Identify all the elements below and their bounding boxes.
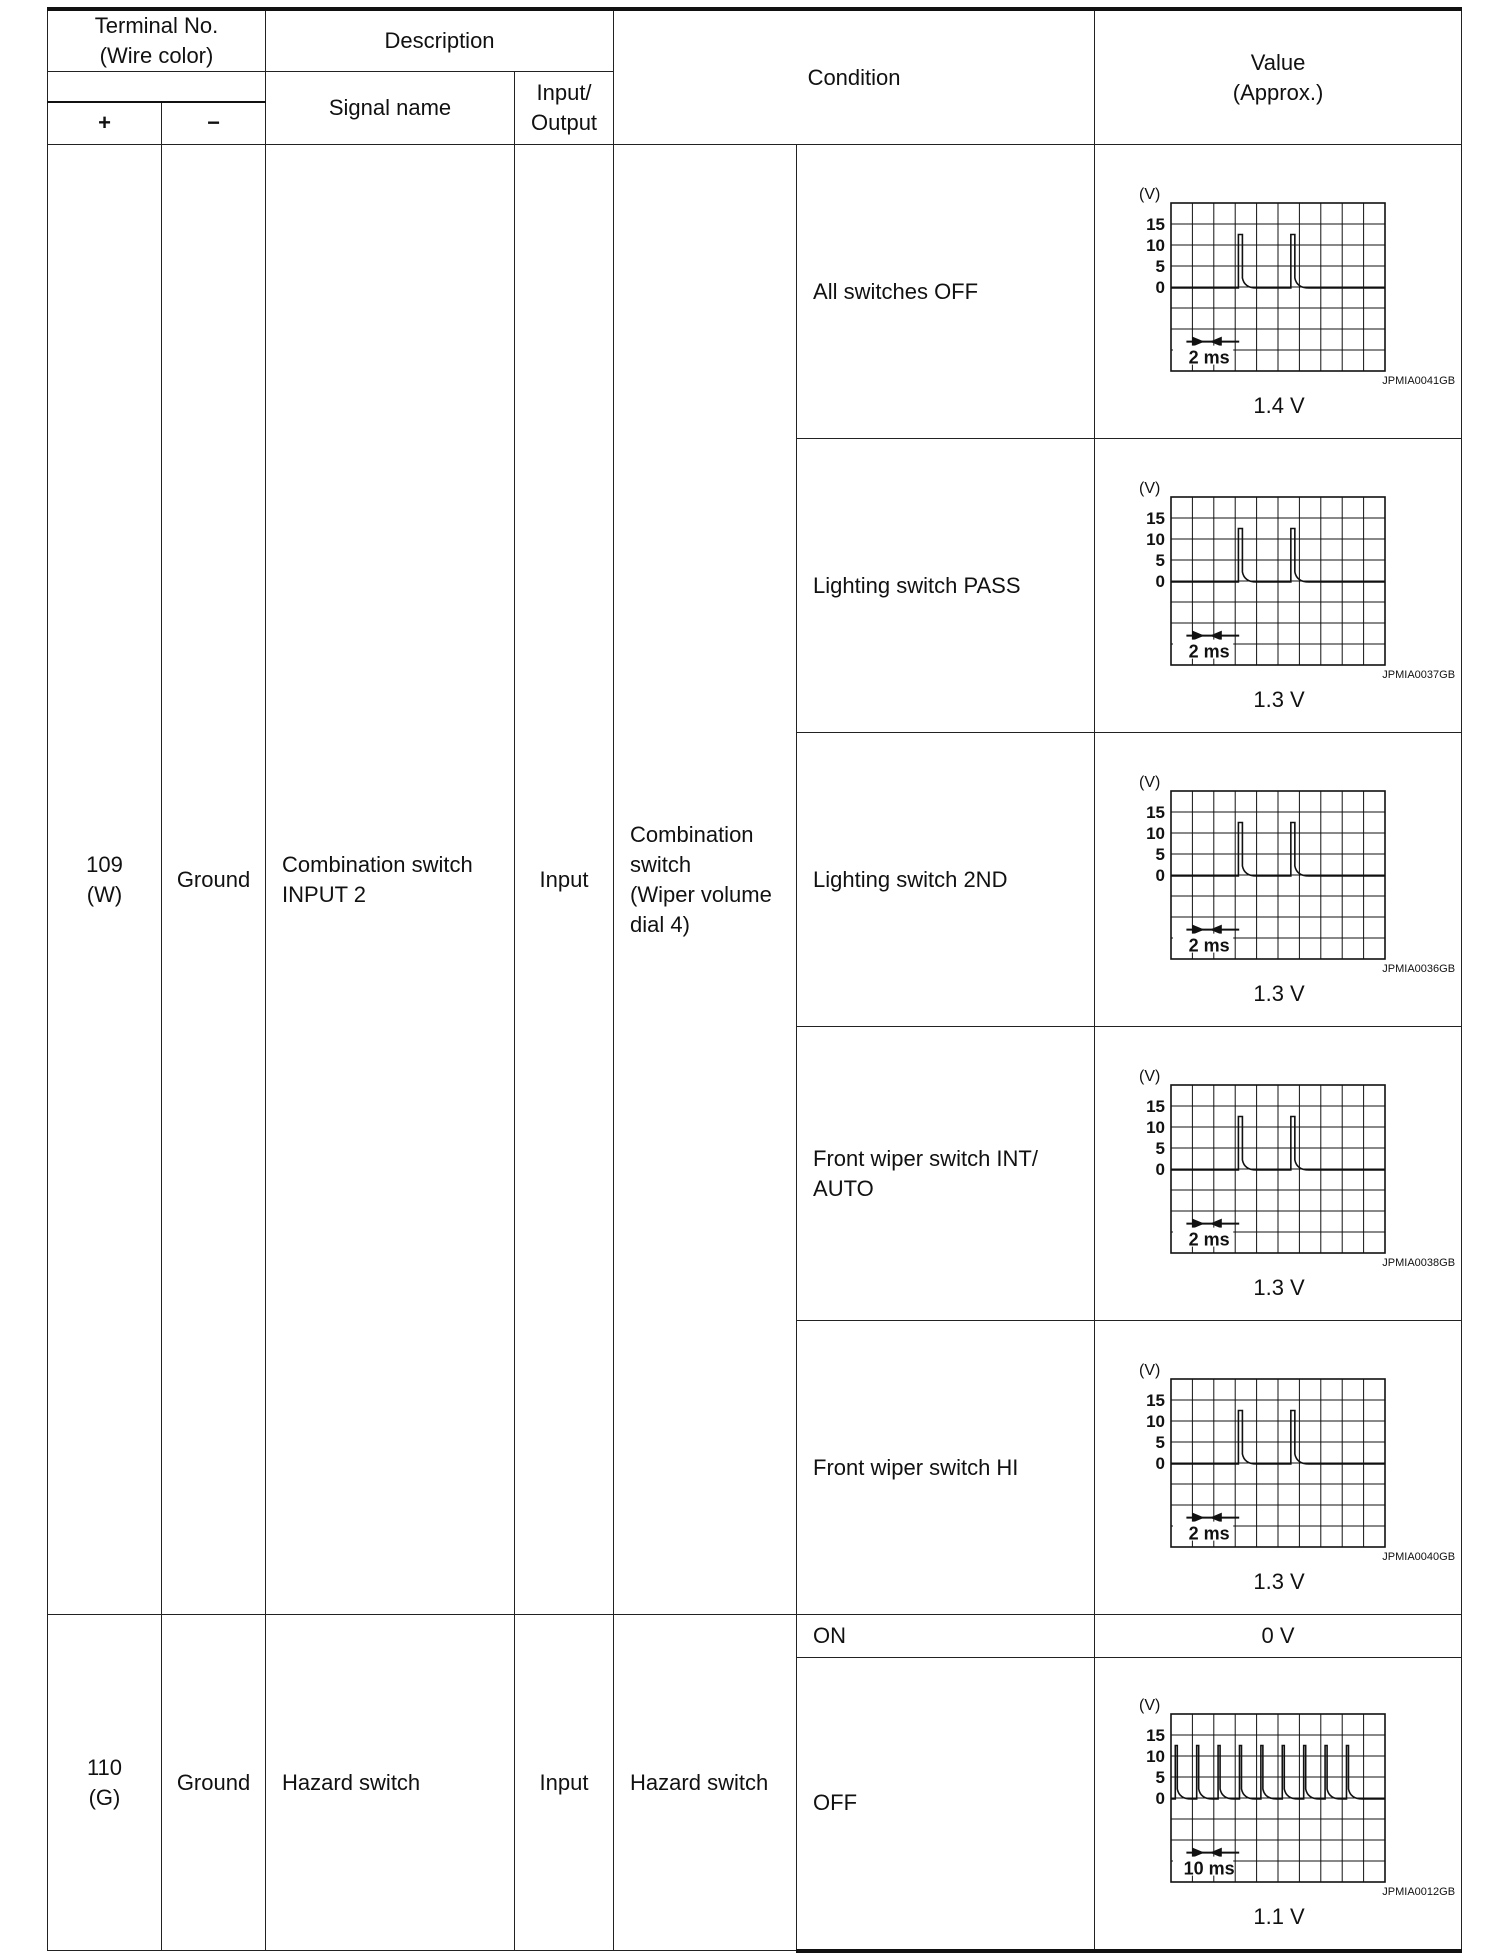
- scope-time-marker: [1186, 1512, 1239, 1522]
- oscilloscope-plot: [1095, 1337, 1463, 1552]
- scope-tick-label: 5: [1155, 550, 1166, 570]
- scope-tick-label: 15: [1146, 214, 1166, 234]
- terminal-109-minus: Ground: [162, 145, 266, 1615]
- terminal-spec-table: [47, 7, 1462, 1953]
- scope-tick-label: 5: [1155, 1138, 1166, 1158]
- oscilloscope-plot: [1095, 1672, 1463, 1887]
- terminal-110-condition: Hazard switch: [614, 1615, 797, 1951]
- value-reading: 1.3 V: [1253, 1568, 1305, 1594]
- oscilloscope-figure: [1095, 1043, 1463, 1305]
- scope-tick-label: 10: [1146, 529, 1166, 549]
- scope-tick-label: 5: [1155, 1768, 1166, 1788]
- scope-time-marker: [1186, 924, 1239, 934]
- figure-id: JPMIA0037GB: [1382, 668, 1456, 681]
- scope-time-label: 2 ms: [1188, 935, 1230, 956]
- scope-time-label: 2 ms: [1188, 347, 1230, 368]
- figure-id: JPMIA0012GB: [1382, 1886, 1456, 1899]
- figure-id: JPMIA0038GB: [1382, 1256, 1456, 1269]
- figure-id: JPMIA0040GB: [1382, 1550, 1456, 1563]
- condition-front-wiper-int-auto: Front wiper switch INT/ AUTO: [797, 1027, 1095, 1321]
- scope-tick-label: 5: [1155, 1432, 1166, 1452]
- scope-time-marker: [1186, 1218, 1239, 1228]
- terminal-110-minus: Ground: [162, 1615, 266, 1951]
- value-reading: 1.3 V: [1253, 686, 1305, 712]
- scope-time-label: 2 ms: [1188, 1229, 1230, 1250]
- scope-tick-label: 15: [1146, 802, 1166, 822]
- scope-time-label: 2 ms: [1188, 641, 1230, 662]
- header-plus: +: [48, 102, 162, 145]
- value-cell-lighting-2nd: [1095, 733, 1462, 1027]
- scope-tick-label: 10: [1146, 1411, 1166, 1431]
- scope-unit-label: (V): [1139, 1067, 1161, 1085]
- value-hazard-on: 0 V: [1095, 1615, 1462, 1658]
- scope-tick-label: 10: [1146, 1747, 1166, 1767]
- header-value: Value (Approx.): [1095, 9, 1462, 145]
- value-reading: 1.1 V: [1253, 1904, 1305, 1930]
- figure-id: JPMIA0041GB: [1382, 374, 1456, 387]
- scope-tick-label: 0: [1155, 1159, 1166, 1179]
- oscilloscope-figure: [1095, 1337, 1463, 1599]
- scope-tick-label: 5: [1155, 844, 1166, 864]
- scope-unit-label: (V): [1139, 185, 1161, 203]
- header-terminal-spacer: [48, 72, 266, 102]
- value-reading: 1.4 V: [1253, 392, 1305, 418]
- scope-tick-label: 10: [1146, 1117, 1166, 1137]
- oscilloscope-figure: [1095, 749, 1463, 1011]
- scope-tick-label: 0: [1155, 1453, 1166, 1473]
- scope-tick-label: 10: [1146, 235, 1166, 255]
- scope-tick-label: 0: [1155, 571, 1166, 591]
- oscilloscope-plot: [1095, 161, 1463, 376]
- figure-id: JPMIA0036GB: [1382, 962, 1456, 975]
- scope-tick-label: 0: [1155, 1789, 1166, 1809]
- scope-tick-label: 15: [1146, 1096, 1166, 1116]
- terminal-109-signal-name: Combination switch INPUT 2: [266, 145, 515, 1615]
- value-reading: 1.3 V: [1253, 1274, 1305, 1300]
- scope-tick-label: 0: [1155, 865, 1166, 885]
- scope-unit-label: (V): [1139, 773, 1161, 791]
- scope-tick-label: 10: [1146, 823, 1166, 843]
- value-cell-hazard-off: [1095, 1658, 1462, 1951]
- scope-tick-label: 15: [1146, 1390, 1166, 1410]
- condition-lighting-2nd: Lighting switch 2ND: [797, 733, 1095, 1027]
- scope-time-marker: [1186, 1848, 1239, 1858]
- scope-tick-label: 15: [1146, 1726, 1166, 1746]
- terminal-110-io: Input: [515, 1615, 614, 1951]
- condition-all-switches-off: All switches OFF: [797, 145, 1095, 439]
- terminal-109-condition: Combination switch (Wiper volume dial 4): [614, 145, 797, 1615]
- oscilloscope-figure: [1095, 455, 1463, 717]
- header-input-output: Input/ Output: [515, 72, 614, 145]
- scope-time-label: 2 ms: [1188, 1523, 1230, 1544]
- condition-hazard-off: OFF: [797, 1658, 1095, 1951]
- scope-time-marker: [1186, 630, 1239, 640]
- value-reading: 1.3 V: [1253, 980, 1305, 1006]
- oscilloscope-plot: [1095, 749, 1463, 964]
- scope-unit-label: (V): [1139, 1361, 1161, 1379]
- scope-time-marker: [1186, 336, 1239, 346]
- oscilloscope-plot: [1095, 1043, 1463, 1258]
- condition-lighting-pass: Lighting switch PASS: [797, 439, 1095, 733]
- terminal-110-signal-name: Hazard switch: [266, 1615, 515, 1951]
- condition-front-wiper-hi: Front wiper switch HI: [797, 1321, 1095, 1615]
- scope-unit-label: (V): [1139, 479, 1161, 497]
- oscilloscope-figure: [1095, 1672, 1463, 1934]
- terminal-110-plus: 110 (G): [48, 1615, 162, 1951]
- scope-tick-label: 15: [1146, 508, 1166, 528]
- value-cell-front-wiper-int-auto: [1095, 1027, 1462, 1321]
- header-description: Description: [266, 9, 614, 72]
- header-terminal-no: Terminal No. (Wire color): [48, 9, 266, 72]
- oscilloscope-plot: [1095, 455, 1463, 670]
- scope-tick-label: 0: [1155, 277, 1166, 297]
- header-signal-name: Signal name: [266, 72, 515, 145]
- value-cell-lighting-pass: [1095, 439, 1462, 733]
- value-cell-all-switches-off: [1095, 145, 1462, 439]
- header-condition: Condition: [614, 9, 1095, 145]
- header-minus: −: [162, 102, 266, 145]
- condition-hazard-on: ON: [797, 1615, 1095, 1658]
- scope-unit-label: (V): [1139, 1697, 1161, 1715]
- oscilloscope-figure: [1095, 161, 1463, 423]
- terminal-109-plus: 109 (W): [48, 145, 162, 1615]
- scope-time-label: 10 ms: [1183, 1858, 1235, 1879]
- scope-tick-label: 5: [1155, 256, 1166, 276]
- value-cell-front-wiper-hi: [1095, 1321, 1462, 1615]
- terminal-109-io: Input: [515, 145, 614, 1615]
